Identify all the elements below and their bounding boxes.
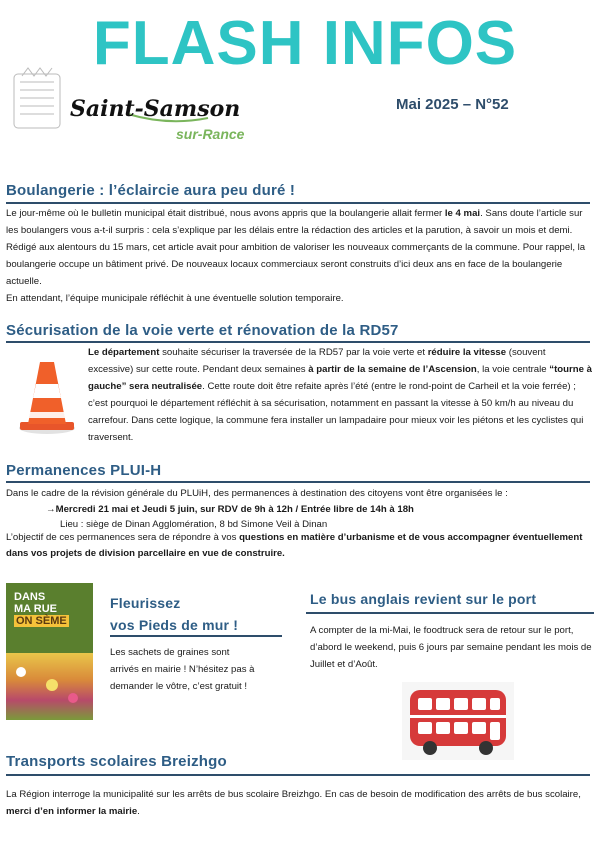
pluih-intro: Dans le cadre de la révision générale du PLUiH, des permanences à destination des citoyens vont être organisées le :: [6, 488, 508, 499]
poster-text: DANS: [14, 591, 46, 603]
logo-text: Saint-Samson: [70, 96, 241, 122]
section-divider: [6, 202, 590, 204]
pluih-objectif: L’objectif de ces permanences sera de répondre à vos questions en matière d’urbanisme et de vous accompagner éventuellement dans vos projets de division parcellaire en vue de construire.: [6, 532, 583, 559]
boulangerie-paragraph: Le jour-même où le bulletin municipal était distribué, nous avons appris que la boulangerie allait fermer le 4 mai. Sans doute l’article sur les boulangers vous a-t-il surpris : cela s’explique par les délais entre la rédaction des articles et la parution, à savoir un mois et demi. Rédigé aux alentours du 15 mars, cet article avait pour ambition de valoriser les nouveaux commerçants de la commune. Pour rappel, la boulangerie occupe un bâtiment privé. De nouveaux locaux commerciaux seront construits d’ici deux ans en face de la boulangerie actuelle. En attendant, l’équipe municipale réfléchit à une éventuelle solution temporaire.: [6, 208, 586, 304]
poster-text: MA RUE: [14, 603, 57, 615]
section-heading-pluih: Permanences PLUI-H: [6, 462, 162, 479]
pluih-dates: →Mercredi 21 mai et Jeudi 5 juin, sur RDV de 9h à 12h / Entrée libre de 14h à 18h: [46, 504, 414, 515]
securisation-paragraph: Le département souhaite sécuriser la traversée de la RD57 par la voie verte et réduire la vitesse (souvent excessive) sur cette route. Pendant deux semaines à partir de la semaine de l’Ascension, la voie centrale “tourne à gauche” sera neutralisée. Cette route doit être refaite après l’été (entre le rond-point de Carheil et la voie ferrée) ; c’est pourquoi le département réfléchit à sa sécurisation, notamment en passant la vitesse à 50 km/h au niveau du carrefour. Dans cette logique, la commune fera installer un lampadaire pour mieux voir les piétons et les cyclistes qui traversent.: [88, 347, 592, 443]
transports-paragraph: La Région interroge la municipalité sur les arrêts de bus scolaire Breizhgo. En cas de besoin de modification des arrêts de bus scolaire, merci d’en informer la mairie.: [6, 789, 581, 817]
double-decker-bus-icon: [402, 682, 514, 760]
section-heading-securisation: Sécurisation de la voie verte et rénovation de la RD57: [6, 322, 399, 339]
section-divider: [306, 612, 594, 614]
pluih-lieu: Lieu : siège de Dinan Agglomération, 8 bd Simone Veil à Dinan: [60, 519, 328, 530]
section-divider: [6, 341, 590, 343]
logo-subtext: sur-Rance: [176, 126, 245, 142]
fleurissez-heading: Fleurissez vos Pieds de mur !: [110, 595, 239, 633]
section-divider: [6, 481, 590, 483]
section-divider: [6, 774, 590, 776]
bus-text: A compter de la mi-Mai, le foodtruck sera de retour sur le port, d’abord le weekend, puis 6 jours par semaine pendant les mois de Juillet et d’Août.: [310, 625, 592, 670]
section-heading-transports: Transports scolaires Breizhgo: [6, 753, 227, 770]
poster-text: ON SÈME: [16, 615, 67, 627]
newsletter-title: FLASH INFOS: [92, 9, 518, 78]
bus-image: [402, 682, 514, 760]
section-divider: [110, 635, 282, 637]
traffic-cone-icon: [16, 358, 78, 436]
fleurissez-text: Les sachets de graines sont arrivés en mairie ! N’hésitez pas à demander le vôtre, c’est gratuit !: [110, 647, 255, 692]
issue-number: Mai 2025 – N°52: [396, 96, 509, 113]
section-heading-boulangerie: Boulangerie : l’éclaircie aura peu duré !: [6, 182, 296, 199]
bus-heading: Le bus anglais revient sur le port: [310, 591, 537, 607]
seed-poster-image: [6, 583, 93, 720]
